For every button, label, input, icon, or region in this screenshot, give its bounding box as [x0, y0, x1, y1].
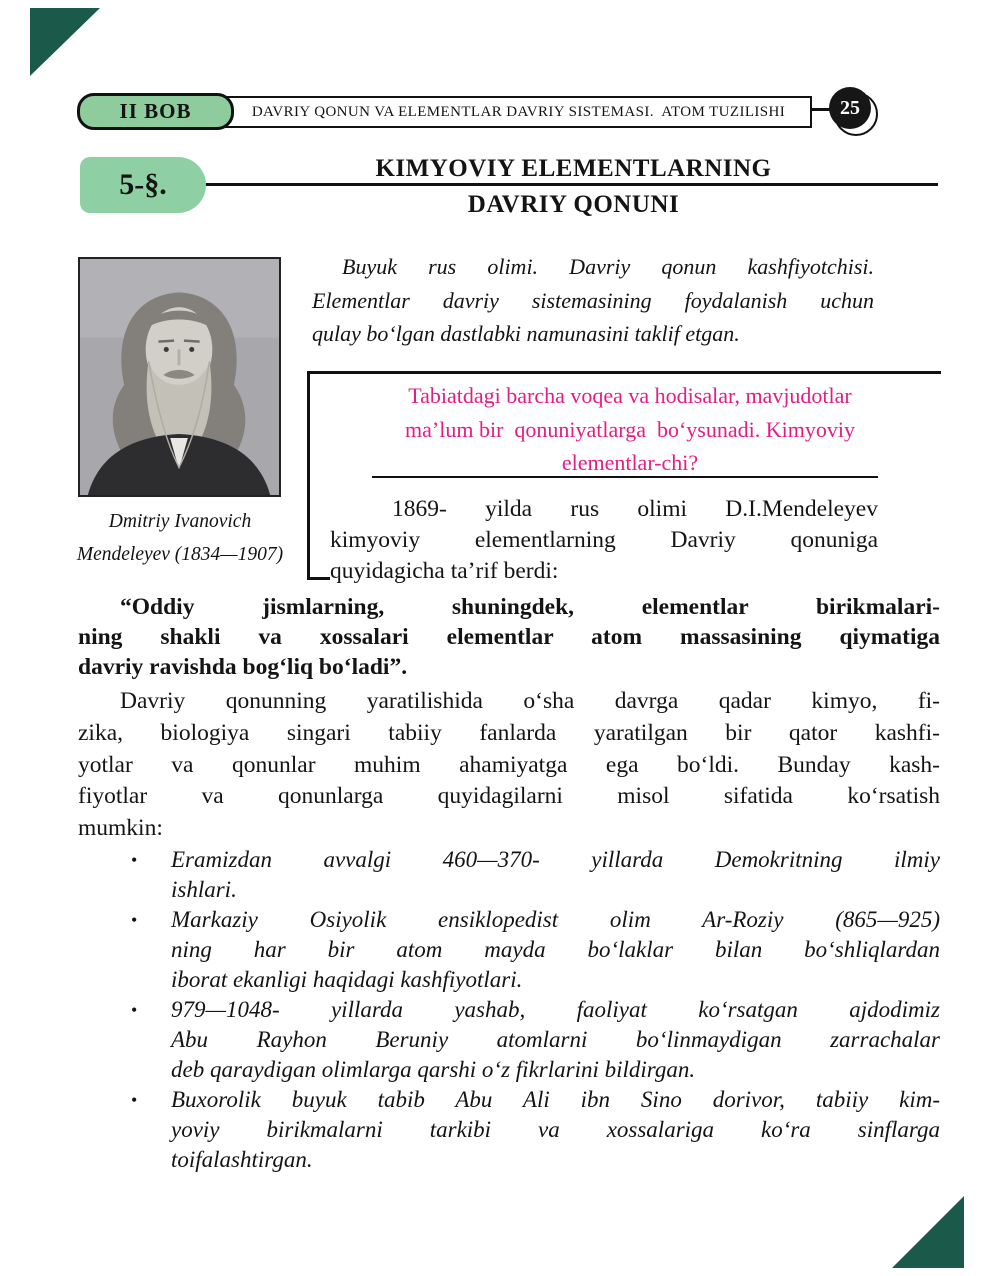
law-quote-paragraph: “Oddiy jismlarning, shuningdek, elementlar birikmalari- ning shakli va xossalari elementlar atom massasining qiymatiga davriy ravishda bog‘liq bo‘ladi”.: [78, 594, 940, 680]
mendeleev-portrait: [78, 257, 281, 497]
section-title-rule: [205, 183, 938, 186]
history-paragraph: Davriy qonunning yaratilishida o‘sha davrga qadar kimyo, fi- zika, biologiya singari tabiiy fanlarda yaratilgan bir qator kashfi- yotlar va qonunlar muhim ahamiyatga ega bo‘ldi. Bunday kash- fiyotlar va qonunlarga quyidagilarni misol sifatida ko‘rsatish mumkin:: [78, 688, 940, 842]
question-box: Tabiatdagi barcha voqea va hodisalar, mavjudotlar ma’lum bir qonuniyatlarga bo‘ysunadi. Kimyoviy elementlar-chi?: [405, 383, 855, 475]
portrait-caption-line1: Dmitriy Ivanovich: [108, 511, 252, 532]
page-number: 25: [840, 96, 860, 119]
chapter-badge: [77, 93, 234, 130]
intro-paragraph: Buyuk rus olimi. Davriy qonun kashfiyotchisi. Elementlar davriy sistemasining foydalanish uchun qulay bo‘lgan dastlabki namunasini taklif etgan.: [312, 254, 874, 346]
section-title-line1: KIMYOVIY ELEMENTLARNING: [375, 155, 772, 182]
list-item: • Markaziy Osiyolik ensiklopedist olim Ar-Roziy (865—925) ning har bir atom mayda bo‘laklar bilan bo‘shliqlardan iborat ekanligi haqidagi kashfiyotlari.: [125, 905, 940, 995]
running-header: [225, 96, 812, 128]
question-box-top-border: [307, 371, 941, 374]
section-badge-label: 5-§.: [119, 168, 167, 201]
chapter-badge-label: II BOB: [119, 99, 192, 123]
corner-decoration-top-left: [30, 8, 100, 76]
discovery-list: [125, 845, 940, 1175]
bullet-marker: •: [131, 1000, 138, 1020]
page-number-badge: [829, 87, 871, 129]
section-title-line2: DAVRIY QONUNI: [467, 191, 680, 218]
running-header-title: DAVRIY QONUN VA ELEMENTLAR DAVRIY SISTEMASI. ATOM TUZILISHI: [251, 103, 786, 120]
bullet-marker: •: [131, 850, 138, 870]
question-underline: [372, 476, 878, 478]
bullet-marker: •: [131, 910, 138, 930]
question-box-border-foot: [307, 577, 330, 580]
portrait-caption-line2: Mendeleyev (1834—1907): [76, 544, 284, 565]
portrait-caption: [50, 505, 310, 571]
question-box-left-border: [307, 371, 310, 580]
portrait-photo: [80, 259, 279, 495]
bullet-marker: •: [131, 1090, 138, 1110]
section-badge: [80, 157, 206, 213]
corner-decoration-bottom-right: [892, 1196, 964, 1268]
list-item: • Eramizdan avvalgi 460—370- yillarda Demokritning ilmiy ishlari.: [125, 845, 940, 905]
paragraph-1869: 1869- yilda rus olimi D.I.Mendeleyev kimyoviy elementlarning Davriy qonuniga quyidagicha ta’rif berdi:: [330, 496, 878, 584]
list-item: • 979—1048- yillarda yashab, faoliyat ko‘rsatgan ajdodimiz Abu Rayhon Beruniy atomlarni bo‘linmaydigan zarrachalar deb qaraydigan olimlarga qarshi o‘z fikrlarini bildirgan.: [125, 995, 940, 1085]
list-item: • Buxorolik buyuk tabib Abu Ali ibn Sino dorivor, tabiiy kim- yoviy birikmalarni tarkibi va xossalariga ko‘ra sinflarga toifalashtirgan.: [125, 1085, 940, 1175]
